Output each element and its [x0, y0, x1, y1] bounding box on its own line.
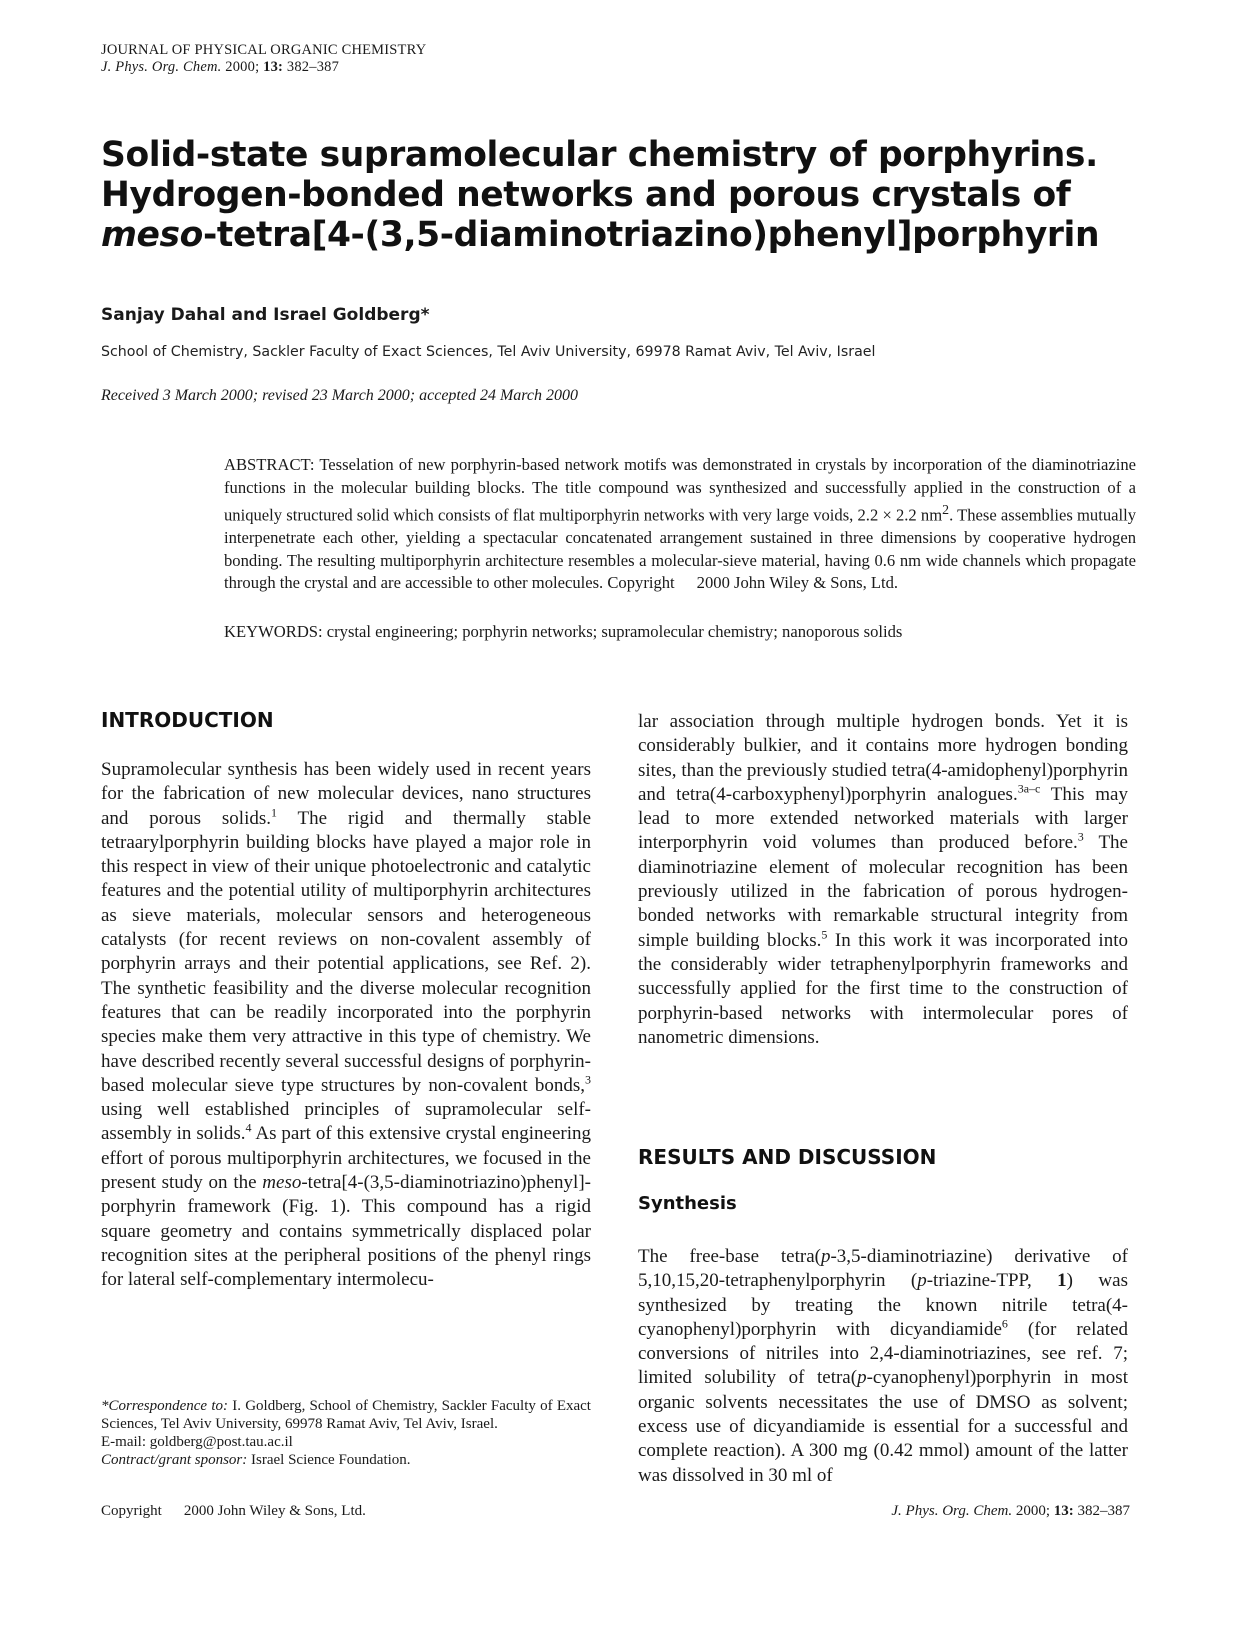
results-heading: RESULTS AND DISCUSSION [638, 1145, 937, 1169]
received-dates: Received 3 March 2000; revised 23 March 2000; accepted 24 March 2000 [101, 387, 579, 404]
title-line-3: meso-tetra[4-(3,5-diaminotriazino)phenyl]porphyrin [101, 215, 1100, 255]
introduction-continued: lar association through multiple hydrogen bonds. Yet it is considerably bulkier, and it contains more hydrogen bonding sites, than the previously studied tetra(4-amidophenyl)porphyrin and tetra(4-carboxyphenyl)porphyrin analogues.$^{3a-c}$ This may lead to more extended networked materials with larger interporphyrin void volumes than produced before.$^3$ The diaminotriazine element of molecular recognition has been previously utilized in the fabrication of porous hydrogen-bonded networks with remarkable structural integrity from simple building blocks.$^5$ In this work it was incorporated into the considerably wider tetraphenylporphyrin frameworks and successfully applied for the first time to the construction of porphyrin-based networks with intermolecular pores of nanometric dimensions. [638, 711, 1128, 1048]
introduction-heading: INTRODUCTION [101, 708, 274, 732]
journal-name: JOURNAL OF PHYSICAL ORGANIC CHEMISTRY [101, 42, 427, 58]
synthesis-text: The free-base tetra(p-3,5-diaminotriazine) derivative of 5,10,15,20-tetraphenylporphyrin (p-triazine-TPP, 1) was synthesized by treating the known nitrile tetra(4-cyanophenyl)porphyrin with dicyandiamide$^6$ (for related conversions of nitriles into 2,4-diaminotriazines, see ref. 7; limited solubility of tetra(p-cyanophenyl)porphyrin in most organic solvents necessitates the use of DMSO as solvent; excess use of dicyandiamide is essential for a successful and complete reaction). A 300 mg (0.42 mmol) amount of the latter was dissolved in 30 ml of [638, 1246, 1129, 1486]
email: E-mail: goldberg@post.tau.ac.il [101, 1434, 293, 1450]
running-head [101, 42, 426, 76]
keywords: KEYWORDS: crystal engineering; porphyrin networks; supramolecular chemistry; nanoporous solids [224, 622, 903, 641]
introduction-text: Supramolecular synthesis has been widely used in recent years for the fabrication of new molecular devices, nano structures and porous solids.$^1$ The rigid and thermally stable tetraarylporphyrin building blocks have played a major role in this respect in view of their unique photoelectronic and catalytic features and the potential utility of multiporphyrin architectures as sieve materials, molecular sensors and heterogeneous catalysts (for recent reviews on non-covalent assembly of porphyrin arrays and their potential applications, see Ref. 2). The synthetic feasibility and the diverse molecular recognition features that can be readily incorporated into the porphyrin species make them very attractive in this type of chemistry. We have described recently several successful designs of porphyrin-based molecular sieve type structures by non-covalent bonds,$^3$ using well established principles of supramolecular self-assembly in solids.$^4$ As part of this extensive crystal engineering effort of porous multiporphyrin architectures, we focused in the present study on the meso-tetra[4-(3,5-diaminotriazino)phenyl]-porphyrin framework (Fig. 1). This compound has a rigid square geometry and contains symmetrically displaced polar recognition sites at the peripheral positions of the phenyl rings for lateral self-complementary intermolecu- [101, 759, 592, 1291]
synthesis-subheading: Synthesis [638, 1193, 737, 1214]
title-line-1: Solid-state supramolecular chemistry of porphyrins. [101, 135, 1098, 175]
footer-citation: J. Phys. Org. Chem. 2000; 13: 382–387 [891, 1503, 1130, 1519]
correspondence-footnote: *Correspondence to: I. Goldberg, School of Chemistry, Sackler Faculty of Exact Sciences, Tel Aviv University, 69978 Ramat Aviv, Tel Aviv, Israel. E-mail: goldberg@post.tau.ac.il Contract/grant sponsor: Israel Science Foundation. [101, 1398, 591, 1468]
footer-copyright: Copyright 2000 John Wiley & Sons, Ltd. [101, 1503, 366, 1519]
citation-line: J. Phys. Org. Chem. 2000; 13: 382–387 [101, 59, 340, 75]
title-line-2: Hydrogen-bonded networks and porous crystals of [101, 175, 1071, 215]
authors: Sanjay Dahal and Israel Goldberg* [101, 305, 430, 325]
affiliation: School of Chemistry, Sackler Faculty of Exact Sciences, Tel Aviv University, 69978 Ramat Aviv, Tel Aviv, Israel [101, 344, 876, 360]
abstract: ABSTRACT: Tesselation of new porphyrin-based network motifs was demonstrated in crystals by incorporation of the diaminotriazine functions in the molecular building blocks. The title compound was synthesized and successfully applied in the construction of a uniquely structured solid which consists of flat multiporphyrin networks with very large voids, 2.2 × 2.2 $nm^2$. These assemblies mutually interpenetrate each other, yielding a spectacular concatenated arrangement sustained in three dimensions by cooperative hydrogen bonding. The resulting multiporphyrin architecture resembles a molecular-sieve material, having 0.6 nm wide channels which propagate through the crystal and are accessible to other molecules. Copyright 2000 John Wiley & Sons, Ltd. [224, 455, 1136, 593]
article-title [101, 135, 1141, 255]
